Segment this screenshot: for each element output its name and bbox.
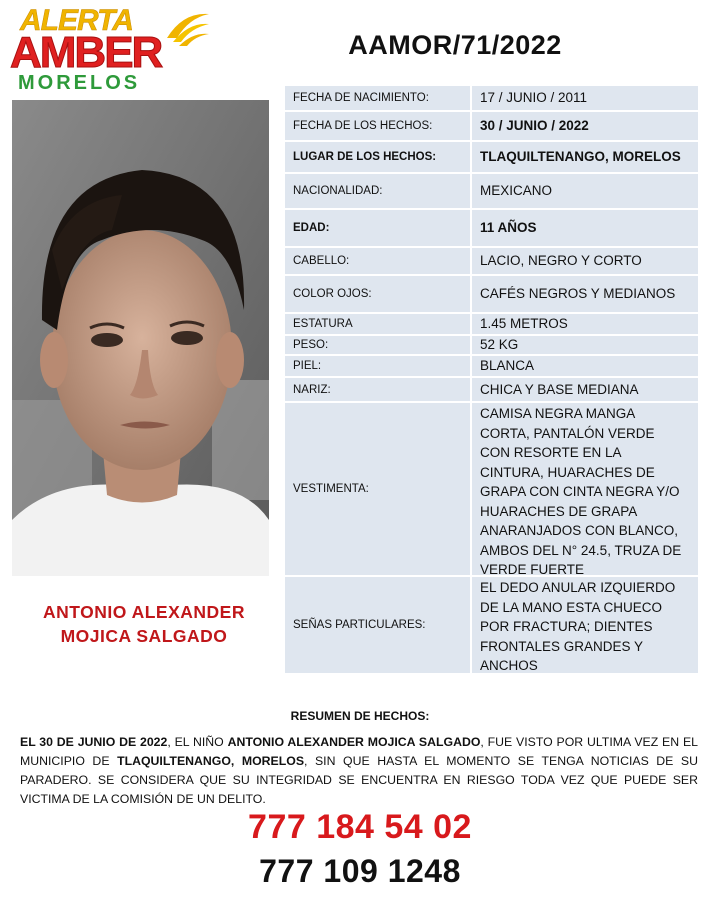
child-portrait-icon: [12, 100, 269, 576]
row-lugar-hechos: [285, 142, 698, 172]
vestimenta-line: CON RESORTE EN LA: [480, 445, 622, 460]
label-piel: PIEL:: [293, 360, 322, 372]
summary-text-part: , EL NIÑO: [167, 735, 228, 749]
details-table: [285, 86, 698, 675]
summary-text-part: , FUE VISTO POR ULTIMA VEZ EN EL MUNICIPIO DE: [20, 735, 698, 768]
row-estatura: [285, 314, 698, 334]
vestimenta-line: GRAPA CON CINTA NEGRA Y/O: [480, 484, 680, 499]
label-fecha-nacimiento: FECHA DE NACIMIENTO:: [293, 92, 429, 104]
value-estatura: 1.45 METROS: [470, 314, 698, 334]
row-edad: [285, 210, 698, 246]
person-name-line1: ANTONIO ALEXANDER: [43, 602, 245, 622]
vestimenta-line: CINTURA, HUARACHES DE: [480, 464, 655, 480]
row-piel: [285, 356, 698, 376]
value-edad: 11 AÑOS: [470, 210, 698, 246]
vestimenta-line: CAMISA NEGRA MANGA: [480, 406, 636, 421]
value-vestimenta: [470, 403, 698, 575]
value-color-ojos: CAFÉS NEGROS Y MEDIANOS: [470, 276, 698, 312]
vestimenta-line: AMBOS DEL N° 24.5, TRUZA DE: [480, 542, 682, 558]
value-piel: BLANCA: [470, 356, 698, 376]
label-nacionalidad: NACIONALIDAD:: [293, 185, 383, 197]
senas-line: POR FRACTURA; DIENTES: [480, 619, 653, 634]
phone-secondary[interactable]: 777 109 1248: [259, 853, 461, 889]
person-name: [14, 600, 274, 648]
senas-line: ANCHOS: [480, 658, 538, 673]
label-nariz: NARIZ:: [293, 383, 331, 396]
row-peso: [285, 336, 698, 354]
summary-title: RESUMEN DE HECHOS:: [290, 709, 430, 723]
summary-place: TLAQUILTENANGO, MORELOS: [117, 754, 305, 768]
label-cabello: CABELLO:: [293, 255, 350, 267]
vestimenta-line: ANARANJADOS CON BLANCO,: [480, 523, 679, 538]
value-fecha-nacimiento: 17 / JUNIO / 2011: [470, 86, 698, 110]
row-fecha-nacimiento: [285, 86, 698, 110]
label-peso: PESO:: [293, 339, 329, 351]
phone-primary[interactable]: 777 184 54 02: [248, 808, 472, 846]
person-name-line2: MOJICA SALGADO: [60, 626, 228, 646]
value-nacionalidad: MEXICANO: [470, 174, 698, 208]
vestimenta-line: VERDE FUERTE: [480, 562, 585, 577]
label-estatura: ESTATURA: [293, 318, 353, 330]
vestimenta-line: CORTA, PANTALÓN VERDE: [480, 425, 655, 441]
case-id-title: AAMOR/71/2022: [348, 30, 562, 60]
row-nacionalidad: [285, 174, 698, 208]
value-lugar-hechos: TLAQUILTENANGO, MORELOS: [470, 142, 698, 172]
logo-wings-icon: [163, 8, 211, 50]
summary-text-part: , SIN QUE HASTA EL MOMENTO SE TENGA NOTICIAS DE SU PARADERO. SE CONSIDERA QUE SU INTEGRIDAD SE ENCUENTRA EN RIESGO TODA VEZ QUE PUEDE SER VICTIMA DE LA COMISIÓN DE UN DELITO.: [20, 754, 698, 806]
row-color-ojos: [285, 276, 698, 312]
label-fecha-hechos: FECHA DE LOS HECHOS:: [293, 120, 433, 132]
summary-date: EL 30 DE JUNIO DE 2022: [20, 735, 168, 749]
row-fecha-hechos: [285, 112, 698, 140]
label-color-ojos: COLOR OJOS:: [293, 288, 372, 300]
value-senas-particulares: [470, 577, 698, 673]
summary-text: [20, 733, 698, 809]
vestimenta-line: HUARACHES DE GRAPA: [480, 503, 638, 519]
alerta-amber-logo: [8, 4, 213, 96]
value-peso: 52 KG: [470, 336, 698, 354]
logo-morelos-text: MORELOS: [18, 72, 141, 94]
value-cabello: LACIO, NEGRO Y CORTO: [470, 248, 698, 274]
row-senas-particulares: [285, 577, 698, 673]
label-senas-particulares: SEÑAS PARTICULARES:: [293, 619, 426, 631]
row-cabello: [285, 248, 698, 274]
label-edad: EDAD:: [293, 222, 330, 234]
logo-alerta-text: ALERTA: [20, 4, 133, 37]
senas-line: FRONTALES GRANDES Y: [480, 638, 644, 654]
label-lugar-hechos: LUGAR DE LOS HECHOS:: [293, 151, 437, 163]
value-nariz: CHICA Y BASE MEDIANA: [470, 378, 698, 401]
senas-line: EL DEDO ANULAR IZQUIERDO: [480, 580, 676, 595]
label-vestimenta: VESTIMENTA:: [293, 483, 369, 495]
missing-child-photo: [12, 100, 269, 576]
row-nariz: [285, 378, 698, 401]
value-fecha-hechos: 30 / JUNIO / 2022: [470, 112, 698, 140]
row-vestimenta: [285, 403, 698, 575]
senas-line: DE LA MANO ESTA CHUECO: [480, 599, 663, 615]
logo-amber-text: AMBER: [10, 28, 162, 77]
summary-name: ANTONIO ALEXANDER MOJICA SALGADO: [227, 735, 481, 749]
